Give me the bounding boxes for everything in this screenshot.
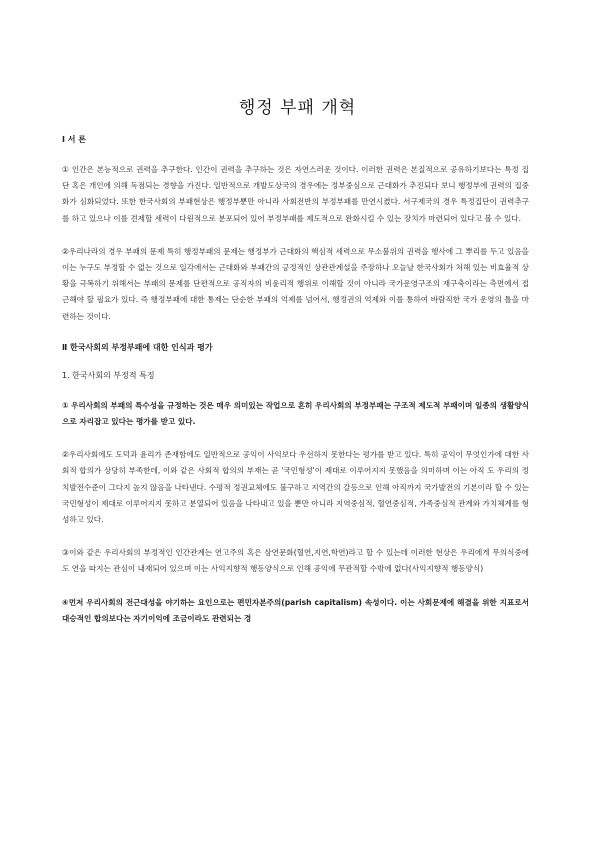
- subsection-heading: 1. 한국사회의 부정적 특징: [62, 370, 155, 380]
- paragraph: ① 우리사회의 부패의 특수성을 규정하는 것은 매우 의미있는 작업으로 흔히 우리사회의 부정부패는 구조적 제도적 부패이며 일종의 생활양식으로 자리잡고 있다는 평가를 받고 있다.: [62, 400, 529, 427]
- document-title: 행정 부패 개혁: [238, 98, 357, 118]
- section-heading-korean-corruption: Ⅱ 한국사회의 부정부패에 대한 인식과 평가: [62, 342, 213, 352]
- paragraph: ②우리사회에도 도덕과 윤리가 존재함에도 일반적으로 공익이 사익보다 우선하지 못한다는 평가를 받고 있다. 특히 공익이 무엇인가에 대한 사회적 합의가 상당히 부족한데, 이와 같은 사회적 합의의 부재는 곧 '국민형성'이 제대로 이루어지지 못했음을 의미하며 이는 아직 도 우리의 정치발전수준이 그다지 높지 않음을 나타낸다. 수평적 정권교체에도 불구하고 지역간의 갈등으로 인해 아직까지 국가발전의 기본이라 할 수 있는 국민형성이 제대로 이루어지지 못하고 분열되어 있음을 나타내고 있을 뿐만 아니라 지역중심적, 혈연중심적, 가족중심적 관계와 가치체계를 형성하고 있다.: [62, 450, 529, 525]
- section-heading-introduction: Ⅰ 서 론: [62, 135, 87, 144]
- paragraph: ④먼저 우리사회의 전근대성을 야기하는 요인으로는 편민자본주의(parish capitalism) 속성이다. 이는 사회문제에 해결을 위한 지표로서 대승적인 합의보다는 자기이익에 조금이라도 관련되는 경: [62, 597, 529, 623]
- document-body: [62, 134, 529, 644]
- paragraph: ②우리나라의 경우 부패의 문제 특히 행정부패의 문제는 행정부가 근대화의 핵심적 세력으로 무소불위의 권력을 행사에 그 뿌리를 두고 있음을 이는 누구도 부정할 수 없는 것으로 일각에서는 근대화와 부패간의 긍정적인 상관관계설을 주장하나 오늘날 한국사회가 처해 있는 비효율적 상황을 극복하기 위해서는 부패의 문제를 단편적으로 공직자의 비윤리적 행위로 이해할 것이 아니라 국가운영구조의 재구축이라는 측면에서 접근해야 할 필요가 있다. 즉 행정부패에 대한 통제는 단순한 부패의 억제를 넘어서, 행정권의 억제와 이를 통하여 바람직한 국가 운영의 틀을 마련하는 것이다.: [62, 246, 529, 321]
- paragraph: ③이와 같은 우리사회의 부정적인 인간관계는 연고주의 혹은 삼연문화(혈연,지연,학연)라고 할 수 있는데 이러한 현상은 우리에게 무의식중에도 연을 따지는 관심이 내재되어 있으며 이는 사익지향적 행동양식으로 인해 공익에 무관적할 수밖에 없다(사익지향적 행동양식): [62, 548, 529, 574]
- paragraph: ① 인간은 본능적으로 권력을 추구한다. 인간이 권력을 추구하는 것은 자연스러운 것이다. 이러한 권력은 본질적으로 공유하기보다는 특정 집단 혹은 개인에 의해 독점되는 경향을 가진다. 일반적으로 개발도상국의 경우에는 정부중심으로 근대화가 추진되다 보니 행정부에 권력의 집중화가 심화되었다. 또한 한국사회의 부패현상은 행정부뿐만 아니라 사회전반의 부정부패를 만연시켰다. 서구제국의 경우 특정집단이 권력추구를 하고 있으나 이를 견제할 세력이 다원적으로 분포되어 있어 부정부패를 제도적으로 완화시킬 수 있는 장치가 마련되어 있다고 볼 수 있다.: [62, 165, 529, 223]
